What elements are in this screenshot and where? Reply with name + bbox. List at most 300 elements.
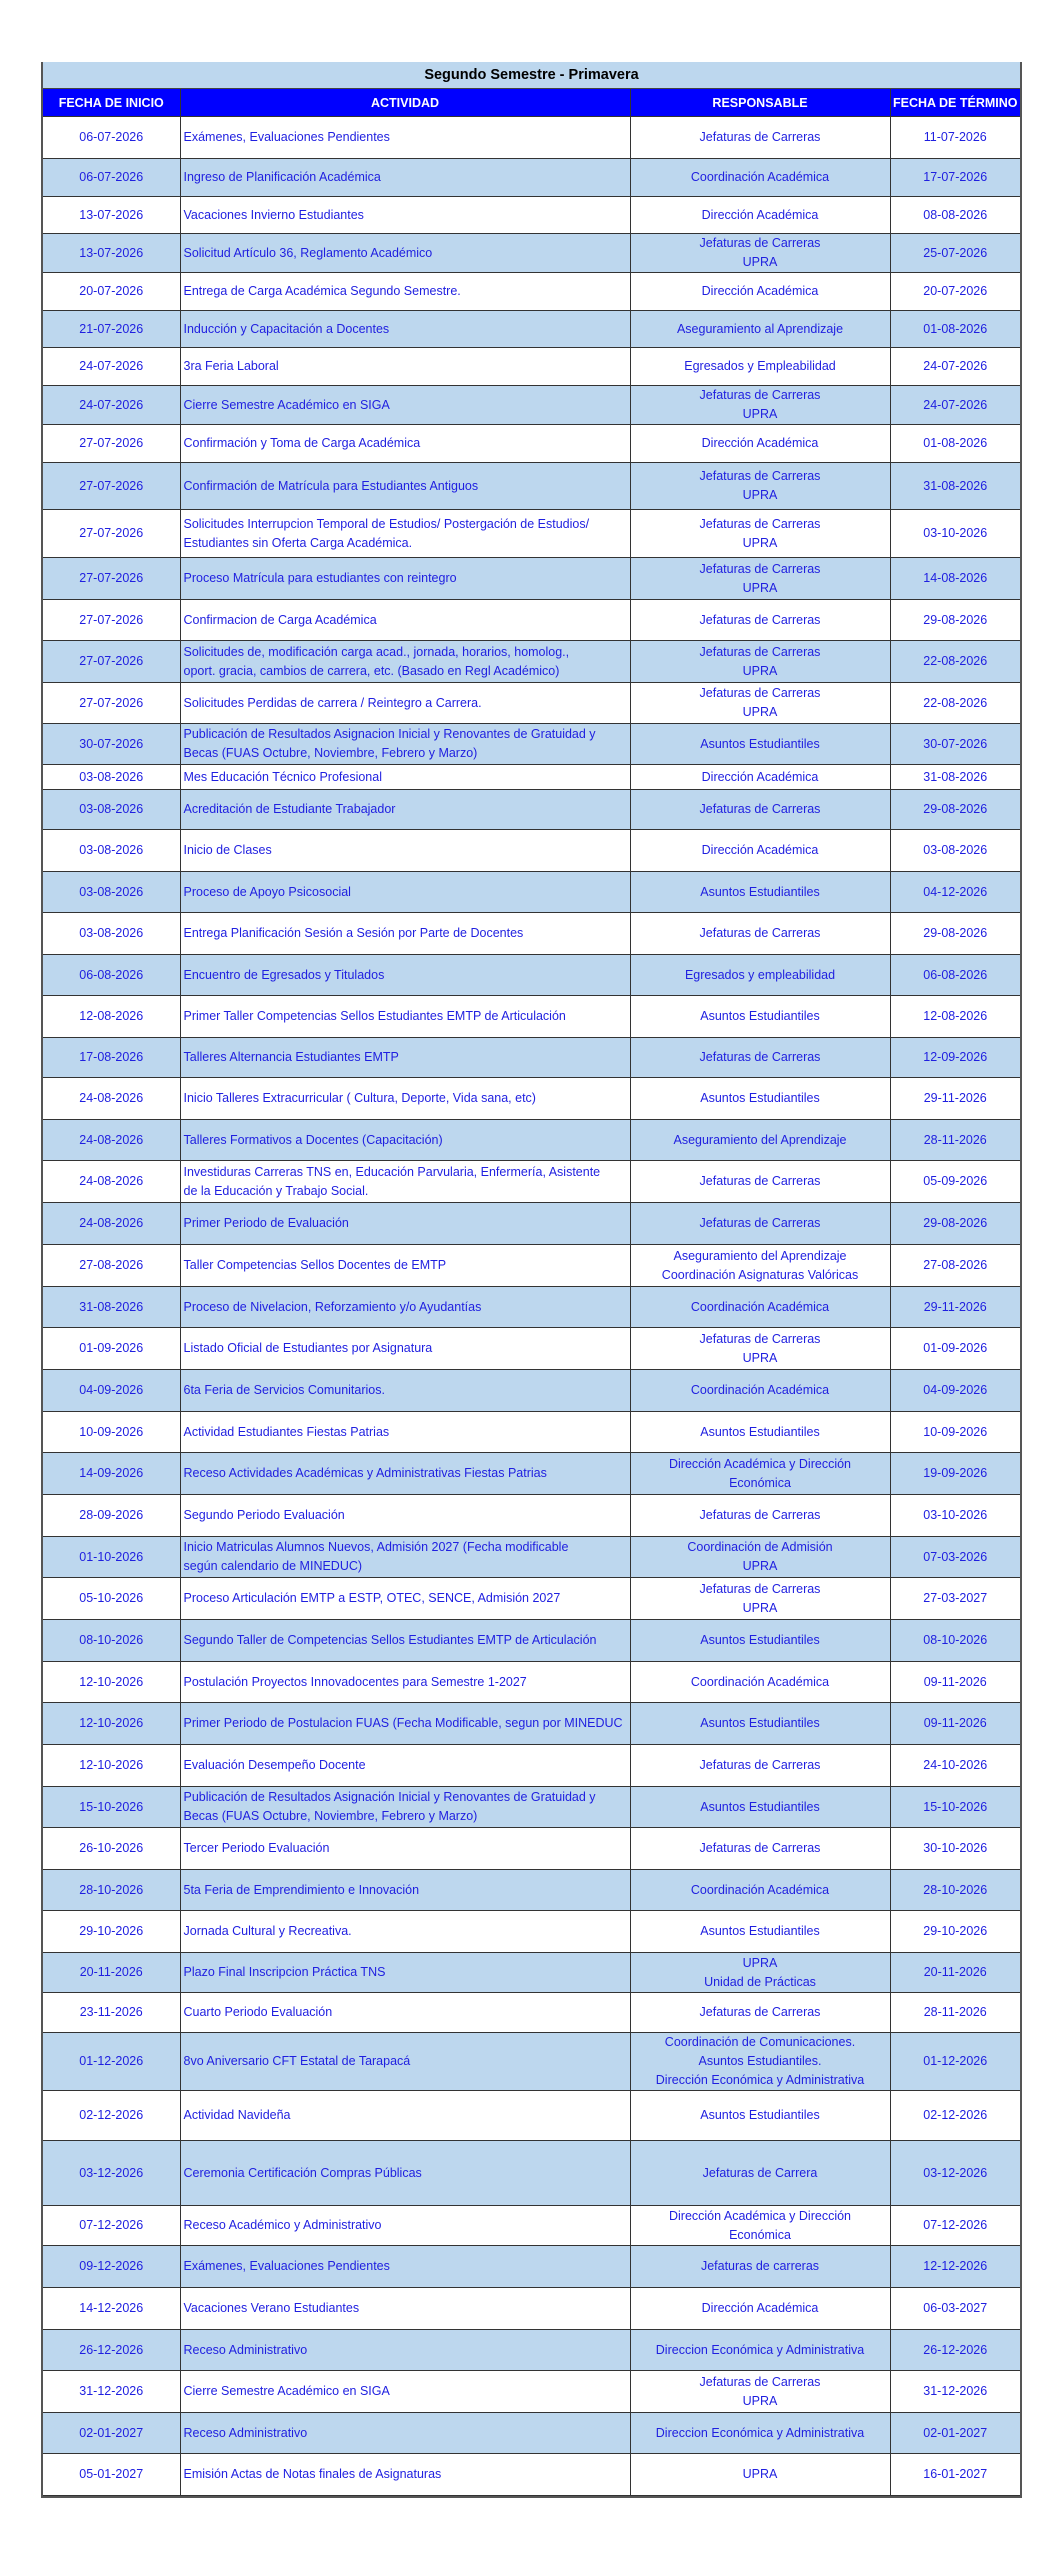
activity-cell [180,790,630,830]
activity-cell [180,1870,630,1911]
activity-text: Entrega de Carga Académica Segundo Semestre. [183,284,461,298]
responsible-cell: UPRA [630,2454,890,2496]
responsible-cell: Jefaturas de Carreras UPRA [630,1328,890,1370]
responsible-cell: Jefaturas de carreras [630,2246,890,2288]
table-row [43,1120,1020,1161]
activity-cell [180,683,630,724]
table-row [43,913,1020,955]
activity-text: Tercer Periodo Evaluación [183,1841,330,1855]
start-date-cell: 28-10-2026 [43,1870,180,1911]
start-date-cell: 03-08-2026 [43,872,180,913]
responsible-cell: Dirección Académica [630,830,890,872]
activity-text: Confirmación de Matrícula para Estudiantes Antiguos [183,478,479,493]
activity-text: Entrega Planificación Sesión a Sesión por Parte de Docentes [183,926,524,940]
responsible-cell: Direccion Económica y Administrativa [630,2330,890,2371]
start-date-cell: 29-10-2026 [43,1911,180,1953]
responsible-cell: Coordinación de Comunicaciones. Asuntos Estudiantiles. Dirección Económica y Administrativa [630,2033,890,2091]
start-date-cell: 06-07-2026 [43,117,180,159]
activity-cell [180,1453,630,1495]
table-row [43,1245,1020,1287]
end-date-cell: 08-10-2026 [890,1620,1020,1662]
activity-cell [180,996,630,1038]
activity-cell [180,2454,630,2496]
end-date-cell: 12-08-2026 [890,996,1020,1038]
table-row [43,2288,1020,2330]
activity-cell [180,2371,630,2413]
activity-text: Confirmacion de Carga Académica [183,612,377,627]
activity-text: 3ra Feria Laboral [183,359,279,373]
end-date-cell: 28-10-2026 [890,1870,1020,1911]
responsible-cell: Asuntos Estudiantiles [630,1703,890,1745]
activity-text: Taller Competencias Sellos Docentes de EMTP [183,1258,447,1272]
start-date-cell: 17-08-2026 [43,1038,180,1078]
activity-cell [180,1245,630,1287]
start-date-cell: 14-12-2026 [43,2288,180,2330]
table-row [43,197,1020,234]
responsible-cell: Jefaturas de Carreras [630,790,890,830]
activity-text: Publicación de Resultados Asignación Inicial y Renovantes de Gratuidad y Becas (FUAS Octubre, Noviembre, Febrero y Marzo) [183,1790,596,1823]
calendar-rows [43,117,1020,2496]
table-row [43,2371,1020,2413]
activity-text: Receso Académico y Administrativo [183,2218,382,2232]
activity-cell [180,872,630,913]
table-row [43,2413,1020,2454]
end-date-cell: 01-08-2026 [890,311,1020,348]
responsible-cell: Jefaturas de Carreras [630,1203,890,1245]
table-row [43,1370,1020,1412]
activity-cell [180,2091,630,2141]
activity-text: Primer Taller Competencias Sellos Estudiantes EMTP de Articulación [183,1009,566,1023]
table-row [43,510,1020,558]
responsible-cell: Jefaturas de Carreras [630,1495,890,1537]
end-date-cell: 15-10-2026 [890,1787,1020,1828]
end-date-cell: 30-07-2026 [890,724,1020,765]
responsible-cell: Egresados y empleabilidad [630,955,890,996]
activity-cell [180,1161,630,1203]
responsible-cell: Jefaturas de Carreras UPRA [630,510,890,558]
responsible-cell: Dirección Académica [630,273,890,311]
activity-cell [180,1038,630,1078]
activity-text: Proceso Matrícula para estudiantes con reintegro [183,571,457,585]
end-date-cell: 28-11-2026 [890,1993,1020,2033]
responsible-cell: Dirección Académica [630,425,890,463]
activity-cell [180,600,630,641]
activity-text: Talleres Formativos a Docentes (Capacitación) [183,1132,443,1147]
activity-text: Jornada Cultural y Recreativa. [183,1924,352,1938]
end-date-cell: 25-07-2026 [890,234,1020,273]
end-date-cell: 05-09-2026 [890,1161,1020,1203]
table-row [43,1078,1020,1120]
table-row [43,1953,1020,1993]
activity-text: Evaluación Desempeño Docente [183,1758,366,1772]
activity-cell [180,641,630,683]
sheet-title: Segundo Semestre - Primavera [43,62,1020,89]
activity-cell [180,1953,630,1993]
activity-text: Inducción y Capacitación a Docentes [183,321,390,336]
activity-cell [180,1537,630,1578]
table-row [43,1578,1020,1620]
table-row [43,830,1020,872]
activity-cell [180,510,630,558]
activity-cell [180,558,630,600]
responsible-cell: Dirección Académica [630,2288,890,2330]
activity-text: Cierre Semestre Académico en SIGA [183,397,390,412]
start-date-cell: 06-07-2026 [43,159,180,197]
activity-text: Proceso de Apoyo Psicosocial [183,884,351,899]
start-date-cell: 27-07-2026 [43,425,180,463]
start-date-cell: 31-08-2026 [43,1287,180,1328]
responsible-cell: Aseguramiento al Aprendizaje [630,311,890,348]
responsible-cell: Asuntos Estudiantiles [630,724,890,765]
activity-cell [180,117,630,159]
table-row [43,159,1020,197]
end-date-cell: 01-12-2026 [890,2033,1020,2091]
activity-text: 6ta Feria de Servicios Comunitarios. [183,1383,385,1397]
header-activity: ACTIVIDAD [180,89,630,117]
activity-text: Solicitudes Interrupcion Temporal de Estudios/ Postergación de Estudios/ Estudiantes sin Oferta Carga Académica. [183,516,590,550]
responsible-cell: Jefaturas de Carreras UPRA [630,463,890,510]
activity-text: Ingreso de Planificación Académica [183,170,381,184]
activity-text: Primer Periodo de Evaluación [183,1216,349,1230]
start-date-cell: 21-07-2026 [43,311,180,348]
activity-text: Solicitudes de, modificación carga acad., jornada, horarios, homolog., oport. gracia, cambios de carrera, etc. (Basado en Regl Académico) [183,644,570,678]
table-row [43,996,1020,1038]
activity-cell [180,1412,630,1453]
end-date-cell: 02-12-2026 [890,2091,1020,2141]
activity-cell [180,234,630,273]
table-row [43,234,1020,273]
end-date-cell: 29-08-2026 [890,600,1020,641]
table-row [43,2246,1020,2288]
table-row [43,273,1020,311]
end-date-cell: 06-03-2027 [890,2288,1020,2330]
start-date-cell: 24-08-2026 [43,1078,180,1120]
activity-cell [180,2288,630,2330]
header-end-date: FECHA DE TÉRMINO [890,89,1020,117]
table-row [43,463,1020,510]
activity-cell [180,348,630,386]
table-row [43,2141,1020,2206]
activity-cell [180,197,630,234]
table-row [43,765,1020,790]
responsible-cell: Dirección Académica [630,765,890,790]
responsible-cell: UPRA Unidad de Prácticas [630,1953,890,1993]
start-date-cell: 05-01-2027 [43,2454,180,2496]
activity-cell [180,1203,630,1245]
activity-cell [180,463,630,510]
activity-cell [180,2246,630,2288]
end-date-cell: 07-12-2026 [890,2206,1020,2246]
start-date-cell: 13-07-2026 [43,197,180,234]
activity-cell [180,1287,630,1328]
start-date-cell: 03-08-2026 [43,790,180,830]
activity-cell [180,273,630,311]
header-responsible: RESPONSABLE [630,89,890,117]
start-date-cell: 01-12-2026 [43,2033,180,2091]
start-date-cell: 28-09-2026 [43,1495,180,1537]
end-date-cell: 29-10-2026 [890,1911,1020,1953]
activity-cell [180,1911,630,1953]
activity-cell [180,1495,630,1537]
end-date-cell: 11-07-2026 [890,117,1020,159]
activity-text: Emisión Actas de Notas finales de Asignaturas [183,2467,442,2481]
end-date-cell: 12-12-2026 [890,2246,1020,2288]
table-row [43,348,1020,386]
activity-cell [180,311,630,348]
table-row [43,1038,1020,1078]
activity-text: Investiduras Carreras TNS en, Educación Parvularia, Enfermería, Asistente de la Educación y Trabajo Social. [183,1164,601,1198]
end-date-cell: 08-08-2026 [890,197,1020,234]
end-date-cell: 22-08-2026 [890,683,1020,724]
header-row [43,89,1020,117]
start-date-cell: 26-12-2026 [43,2330,180,2371]
end-date-cell: 20-11-2026 [890,1953,1020,1993]
activity-text: Solicitudes Perdidas de carrera / Reintegro a Carrera. [183,695,482,710]
responsible-cell: Asuntos Estudiantiles [630,1911,890,1953]
start-date-cell: 07-12-2026 [43,2206,180,2246]
start-date-cell: 10-09-2026 [43,1412,180,1453]
responsible-cell: Asuntos Estudiantiles [630,1620,890,1662]
end-date-cell: 16-01-2027 [890,2454,1020,2496]
end-date-cell: 29-08-2026 [890,1203,1020,1245]
table-row [43,1453,1020,1495]
activity-text: Proceso de Nivelacion, Reforzamiento y/o Ayudantías [183,1299,482,1314]
end-date-cell: 31-08-2026 [890,463,1020,510]
table-row [43,2330,1020,2371]
responsible-cell: Jefaturas de Carreras [630,913,890,955]
responsible-cell: Jefaturas de Carreras UPRA [630,2371,890,2413]
start-date-cell: 12-10-2026 [43,1745,180,1787]
start-date-cell: 03-08-2026 [43,765,180,790]
activity-text: Inicio de Clases [183,843,272,857]
end-date-cell: 14-08-2026 [890,558,1020,600]
end-date-cell: 12-09-2026 [890,1038,1020,1078]
start-date-cell: 01-10-2026 [43,1537,180,1578]
table-row [43,1287,1020,1328]
responsible-cell: Asuntos Estudiantiles [630,1078,890,1120]
table-row [43,425,1020,463]
end-date-cell: 10-09-2026 [890,1412,1020,1453]
activity-text: Primer Periodo de Postulacion FUAS (Fecha Modificable, segun por MINEDUC [183,1716,623,1730]
start-date-cell: 24-08-2026 [43,1161,180,1203]
activity-text: Acreditación de Estudiante Trabajador [183,802,396,816]
end-date-cell: 03-08-2026 [890,830,1020,872]
responsible-cell: Jefaturas de Carreras UPRA [630,386,890,425]
responsible-cell: Jefaturas de Carreras [630,1745,890,1787]
activity-text: Exámenes, Evaluaciones Pendientes [183,2259,390,2273]
activity-text: Receso Actividades Académicas y Administrativas Fiestas Patrias [183,1466,547,1480]
start-date-cell: 03-08-2026 [43,830,180,872]
table-row [43,386,1020,425]
table-row [43,1203,1020,1245]
table-row [43,872,1020,913]
activity-text: Mes Educación Técnico Profesional [183,769,382,784]
end-date-cell: 09-11-2026 [890,1662,1020,1703]
start-date-cell: 27-07-2026 [43,558,180,600]
start-date-cell: 01-09-2026 [43,1328,180,1370]
table-row [43,1745,1020,1787]
activity-cell [180,1828,630,1870]
end-date-cell: 09-11-2026 [890,1703,1020,1745]
table-row [43,600,1020,641]
end-date-cell: 06-08-2026 [890,955,1020,996]
start-date-cell: 27-07-2026 [43,463,180,510]
activity-text: Receso Administrativo [183,2342,308,2357]
responsible-cell: Jefaturas de Carreras [630,1993,890,2033]
activity-cell [180,1662,630,1703]
table-row [43,1870,1020,1911]
table-row [43,955,1020,996]
table-row [43,1161,1020,1203]
table-row [43,1495,1020,1537]
responsible-cell: Jefaturas de Carreras UPRA [630,683,890,724]
table-row [43,1703,1020,1745]
start-date-cell: 08-10-2026 [43,1620,180,1662]
responsible-cell: Jefaturas de Carreras UPRA [630,641,890,683]
activity-text: Proceso Articulación EMTP a ESTP, OTEC, SENCE, Admisión 2027 [183,1591,561,1605]
activity-text: Segundo Taller de Competencias Sellos Estudiantes EMTP de Articulación [183,1633,597,1647]
responsible-cell: Jefaturas de Carreras [630,1161,890,1203]
activity-cell [180,1370,630,1412]
end-date-cell: 01-08-2026 [890,425,1020,463]
start-date-cell: 02-01-2027 [43,2413,180,2454]
activity-cell [180,1787,630,1828]
responsible-cell: Coordinación de Admisión UPRA [630,1537,890,1578]
end-date-cell: 20-07-2026 [890,273,1020,311]
end-date-cell: 03-10-2026 [890,510,1020,558]
responsible-cell: Jefaturas de Carreras UPRA [630,234,890,273]
start-date-cell: 05-10-2026 [43,1578,180,1620]
start-date-cell: 26-10-2026 [43,1828,180,1870]
table-row [43,1662,1020,1703]
start-date-cell: 12-10-2026 [43,1662,180,1703]
activity-text: Ceremonia Certificación Compras Públicas [183,2165,422,2180]
table-row [43,558,1020,600]
table-row [43,724,1020,765]
table-row [43,1828,1020,1870]
responsible-cell: Asuntos Estudiantiles [630,1412,890,1453]
activity-cell [180,1328,630,1370]
activity-cell [180,2141,630,2206]
table-row [43,1412,1020,1453]
activity-text: Solicitud Artículo 36, Reglamento Académico [183,245,433,260]
start-date-cell: 06-08-2026 [43,955,180,996]
start-date-cell: 27-07-2026 [43,683,180,724]
table-row [43,2091,1020,2141]
start-date-cell: 24-08-2026 [43,1120,180,1161]
table-row [43,1620,1020,1662]
activity-cell [180,1703,630,1745]
start-date-cell: 20-07-2026 [43,273,180,311]
activity-text: Confirmación y Toma de Carga Académica [183,436,421,450]
activity-cell [180,913,630,955]
start-date-cell: 15-10-2026 [43,1787,180,1828]
table-row [43,1993,1020,2033]
start-date-cell: 24-08-2026 [43,1203,180,1245]
table-row [43,2033,1020,2091]
activity-cell [180,2033,630,2091]
table-row [43,641,1020,683]
end-date-cell: 31-12-2026 [890,2371,1020,2413]
activity-cell [180,955,630,996]
end-date-cell: 29-08-2026 [890,913,1020,955]
start-date-cell: 30-07-2026 [43,724,180,765]
table-row [43,311,1020,348]
activity-text: 5ta Feria de Emprendimiento e Innovación [183,1882,420,1897]
end-date-cell: 28-11-2026 [890,1120,1020,1161]
start-date-cell: 23-11-2026 [43,1993,180,2033]
end-date-cell: 29-11-2026 [890,1287,1020,1328]
activity-cell [180,1620,630,1662]
end-date-cell: 04-12-2026 [890,872,1020,913]
responsible-cell: Jefaturas de Carreras [630,1038,890,1078]
activity-cell [180,2330,630,2371]
activity-text: Segundo Periodo Evaluación [183,1508,345,1522]
activity-cell [180,2206,630,2246]
responsible-cell: Jefaturas de Carreras [630,117,890,159]
responsible-cell: Direccion Económica y Administrativa [630,2413,890,2454]
start-date-cell: 20-11-2026 [43,1953,180,1993]
activity-text: Listado Oficial de Estudiantes por Asignatura [183,1341,433,1355]
activity-cell [180,2413,630,2454]
responsible-cell: Asuntos Estudiantiles [630,996,890,1038]
activity-cell [180,1745,630,1787]
end-date-cell: 24-07-2026 [890,348,1020,386]
activity-cell [180,1578,630,1620]
responsible-cell: Dirección Académica y Dirección Económica [630,1453,890,1495]
end-date-cell: 29-08-2026 [890,790,1020,830]
activity-text: 8vo Aniversario CFT Estatal de Tarapacá [183,2054,411,2068]
activity-cell [180,1078,630,1120]
responsible-cell: Coordinación Académica [630,1662,890,1703]
start-date-cell: 02-12-2026 [43,2091,180,2141]
start-date-cell: 27-07-2026 [43,510,180,558]
activity-text: Talleres Alternancia Estudiantes EMTP [183,1050,399,1064]
responsible-cell: Aseguramiento del Aprendizaje [630,1120,890,1161]
responsible-cell: Coordinación Académica [630,1287,890,1328]
activity-text: Vacaciones Verano Estudiantes [183,2301,360,2315]
start-date-cell: 24-07-2026 [43,348,180,386]
responsible-cell: Dirección Académica [630,197,890,234]
start-date-cell: 24-07-2026 [43,386,180,425]
end-date-cell: 30-10-2026 [890,1828,1020,1870]
table-row [43,1328,1020,1370]
activity-cell [180,1120,630,1161]
responsible-cell: Asuntos Estudiantiles [630,1787,890,1828]
activity-text: Vacaciones Invierno Estudiantes [183,207,364,222]
table-row [43,2206,1020,2246]
activity-text: Inicio Talleres Extracurricular ( Cultura, Deporte, Vida sana, etc) [183,1091,536,1105]
start-date-cell: 12-08-2026 [43,996,180,1038]
end-date-cell: 07-03-2026 [890,1537,1020,1578]
responsible-cell: Jefaturas de Carreras UPRA [630,558,890,600]
responsible-cell: Coordinación Académica [630,159,890,197]
responsible-cell: Dirección Académica y Dirección Económica [630,2206,890,2246]
start-date-cell: 04-09-2026 [43,1370,180,1412]
start-date-cell: 09-12-2026 [43,2246,180,2288]
start-date-cell: 27-07-2026 [43,641,180,683]
responsible-cell: Jefaturas de Carreras [630,1828,890,1870]
activity-text: Cuarto Periodo Evaluación [183,2005,333,2019]
activity-text: Receso Administrativo [183,2425,308,2440]
start-date-cell: 13-07-2026 [43,234,180,273]
end-date-cell: 27-08-2026 [890,1245,1020,1287]
responsible-cell: Asuntos Estudiantiles [630,872,890,913]
table-row [43,1911,1020,1953]
activity-cell [180,765,630,790]
start-date-cell: 03-08-2026 [43,913,180,955]
table-row [43,117,1020,159]
